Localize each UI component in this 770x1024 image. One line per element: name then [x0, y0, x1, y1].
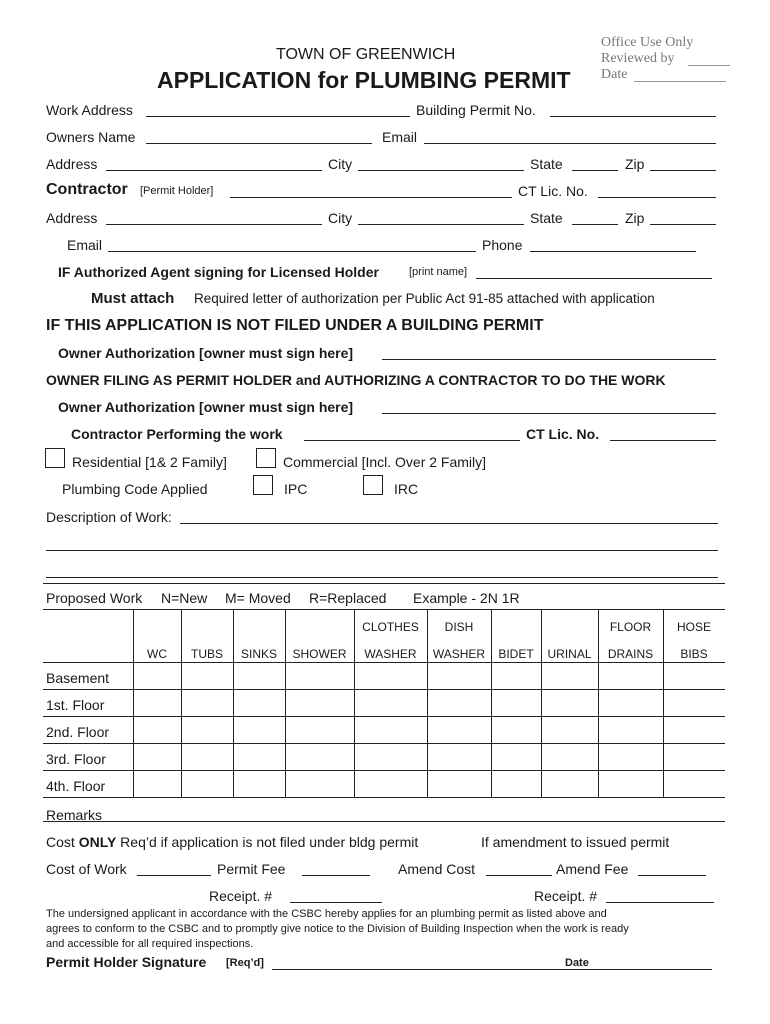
office-date: Date	[601, 67, 628, 82]
declaration-line-2: agrees to conform to the CSBC and to promptly give notice to the Division of Building Inspection when the work is ready	[46, 923, 629, 935]
amend-cost-label: Amend Cost	[398, 861, 476, 877]
contractor-email-label: Email	[67, 237, 103, 253]
table-cell[interactable]	[134, 744, 180, 769]
contractor-state-label: State	[530, 210, 563, 226]
table-row-label: 2nd. Floor	[46, 724, 110, 740]
building-permit-field[interactable]	[550, 116, 716, 117]
contractor-label: Contractor	[46, 181, 128, 198]
section-not-under-permit-heading: IF THIS APPLICATION IS NOT FILED UNDER A BUILDING PERMIT	[46, 317, 544, 334]
table-cell[interactable]	[428, 744, 490, 769]
receipt-field-2[interactable]	[606, 902, 714, 903]
table-cell[interactable]	[182, 744, 232, 769]
table-cell[interactable]	[286, 717, 353, 742]
contractor-phone-label: Phone	[482, 237, 523, 253]
signature-date-label: Date	[565, 957, 589, 969]
table-cell[interactable]	[428, 717, 490, 742]
table-cell[interactable]	[599, 744, 662, 769]
proposed-work-label: Proposed Work	[46, 590, 143, 606]
table-header-bottom: BIBS	[680, 647, 708, 661]
commercial-checkbox[interactable]	[256, 448, 276, 468]
table-cell[interactable]	[542, 690, 597, 715]
plumbing-code-label: Plumbing Code Applied	[62, 481, 208, 497]
owner-zip-label: Zip	[625, 156, 645, 172]
contractor-email-field[interactable]	[108, 251, 476, 252]
agent-print-name-label: [print name]	[409, 266, 468, 278]
page-title: APPLICATION for PLUMBING PERMIT	[157, 67, 571, 93]
table-cell[interactable]	[664, 663, 724, 688]
table-row-label: 3rd. Floor	[46, 751, 106, 767]
table-header-bottom: SHOWER	[292, 647, 347, 661]
table-row-border	[43, 797, 725, 798]
work-address-field[interactable]	[146, 116, 410, 117]
owners-name-label: Owners Name	[46, 129, 136, 145]
table-cell[interactable]	[355, 771, 426, 796]
permit-fee-label: Permit Fee	[217, 861, 286, 877]
receipt-label-1: Receipt. #	[209, 888, 273, 904]
residential-label: Residential [1& 2 Family]	[72, 454, 227, 470]
table-cell[interactable]	[355, 690, 426, 715]
contractor-address-label: Address	[46, 210, 98, 226]
table-header-top: CLOTHES	[362, 620, 419, 634]
table-row-label: 1st. Floor	[46, 697, 105, 713]
must-attach-label: Must attach	[91, 290, 175, 307]
work-address-label: Work Address	[46, 102, 133, 118]
table-cell[interactable]	[182, 663, 232, 688]
amend-cost-field[interactable]	[486, 875, 552, 876]
table-cell[interactable]	[428, 663, 490, 688]
ipc-label: IPC	[284, 481, 308, 497]
table-cell[interactable]	[428, 771, 490, 796]
table-cell[interactable]	[134, 717, 180, 742]
description-line-2[interactable]	[46, 550, 718, 551]
contractor-city-label: City	[328, 210, 353, 226]
table-cell[interactable]	[599, 663, 662, 688]
owner-city-label: City	[328, 156, 353, 172]
must-attach-text: Required letter of authorization per Public Act 91-85 attached with application	[194, 291, 655, 306]
receipt-field-1[interactable]	[290, 902, 382, 903]
cost-of-work-field[interactable]	[137, 875, 211, 876]
table-header-bottom: BIDET	[498, 647, 534, 661]
table-cell[interactable]	[492, 717, 540, 742]
irc-label: IRC	[394, 481, 419, 497]
table-header-top: HOSE	[676, 620, 711, 634]
contractor-performing-field[interactable]	[304, 440, 520, 441]
table-cell[interactable]	[492, 663, 540, 688]
contractor-zip-field[interactable]	[650, 224, 716, 225]
table-cell[interactable]	[234, 771, 284, 796]
declaration-line-3: and accessible for all required inspections.	[46, 938, 254, 950]
table-header-bottom: SINKS	[240, 647, 277, 661]
table-cell[interactable]	[286, 690, 353, 715]
remarks-line[interactable]	[43, 821, 725, 822]
ipc-checkbox[interactable]	[253, 475, 273, 495]
signature-reqd-label: [Req’d]	[226, 957, 264, 969]
table-header-top: DISH	[444, 620, 474, 634]
cost-only-note: Cost ONLY Req’d if application is not filed under bldg permit	[46, 834, 419, 850]
table-row-label: Basement	[46, 670, 110, 686]
table-cell[interactable]	[182, 771, 232, 796]
permit-fee-field[interactable]	[302, 875, 370, 876]
table-header-bottom: DRAINS	[607, 647, 654, 661]
table-cell[interactable]	[492, 690, 540, 715]
contractor-city-field[interactable]	[358, 224, 524, 225]
building-permit-label: Building Permit No.	[416, 102, 536, 118]
section-owner-filing-heading: OWNER FILING AS PERMIT HOLDER and AUTHORIZING A CONTRACTOR TO DO THE WORK	[46, 372, 666, 388]
table-header-bottom: WASHER	[432, 647, 486, 661]
contractor-ct-lic-field[interactable]	[598, 197, 716, 198]
declaration-line-1: The undersigned applicant in accordance with the CSBC hereby applies for an plumbing permit as listed above and	[46, 908, 607, 920]
signature-field[interactable]	[272, 969, 712, 970]
table-cell[interactable]	[542, 717, 597, 742]
table-cell[interactable]	[286, 744, 353, 769]
town-name: TOWN OF GREENWICH	[276, 46, 456, 63]
description-label: Description of Work:	[46, 509, 172, 525]
owner-email-label: Email	[382, 129, 418, 145]
table-cell[interactable]	[492, 744, 540, 769]
table-header-bottom: TUBS	[190, 647, 223, 661]
description-line-1[interactable]	[180, 523, 718, 524]
table-cell[interactable]	[134, 771, 180, 796]
table-cell[interactable]	[599, 771, 662, 796]
owners-name-field[interactable]	[146, 143, 372, 144]
amend-fee-label: Amend Fee	[556, 861, 629, 877]
commercial-label: Commercial [Incl. Over 2 Family]	[283, 454, 487, 470]
agent-label: IF Authorized Agent signing for Licensed Holder	[58, 264, 379, 280]
table-cell[interactable]	[355, 663, 426, 688]
contractor-performing-label: Contractor Performing the work	[71, 426, 283, 442]
owner-authorization-label-2: Owner Authorization [owner must sign here]	[58, 399, 354, 415]
amendment-note: If amendment to issued permit	[481, 834, 670, 850]
table-cell[interactable]	[542, 771, 597, 796]
table-header-bottom: WASHER	[364, 647, 417, 661]
table-header-bottom: URINAL	[547, 647, 592, 661]
irc-checkbox[interactable]	[363, 475, 383, 495]
description-line-3[interactable]	[46, 577, 718, 578]
legend-moved: M= Moved	[225, 590, 291, 606]
office-reviewed-by: Reviewed by	[601, 51, 675, 66]
owner-signature-field-1[interactable]	[382, 359, 716, 360]
residential-checkbox[interactable]	[45, 448, 65, 468]
table-cell[interactable]	[134, 663, 180, 688]
contractor-performing-ct-lic-field[interactable]	[610, 440, 716, 441]
table-cell[interactable]	[428, 690, 490, 715]
contractor-address-field[interactable]	[106, 224, 322, 225]
cost-of-work-label: Cost of Work	[46, 861, 127, 877]
office-use-title: Office Use Only	[601, 35, 694, 50]
owner-state-label: State	[530, 156, 563, 172]
remarks-label: Remarks	[46, 807, 103, 823]
receipt-label-2: Receipt. #	[534, 888, 598, 904]
table-cell[interactable]	[234, 690, 284, 715]
table-cell[interactable]	[599, 717, 662, 742]
table-cell[interactable]	[182, 690, 232, 715]
legend-replaced: R=Replaced	[309, 590, 387, 606]
table-cell[interactable]	[664, 771, 724, 796]
owner-email-field[interactable]	[424, 143, 716, 144]
table-header-bottom: WC	[147, 647, 167, 661]
contractor-field[interactable]	[230, 197, 512, 198]
table-cell[interactable]	[664, 690, 724, 715]
table-cell[interactable]	[599, 690, 662, 715]
contractor-zip-label: Zip	[625, 210, 645, 226]
table-cell[interactable]	[542, 663, 597, 688]
contractor-ct-lic-label: CT Lic. No.	[518, 183, 588, 199]
table-row-label: 4th. Floor	[46, 778, 106, 794]
table-cell[interactable]	[664, 717, 724, 742]
owner-address-field[interactable]	[106, 170, 322, 171]
contractor-performing-ct-lic-label: CT Lic. No.	[526, 426, 600, 442]
contractor-state-field[interactable]	[572, 224, 618, 225]
agent-name-field[interactable]	[476, 278, 712, 279]
table-header-top: FLOOR	[609, 620, 652, 634]
table-cell[interactable]	[664, 744, 724, 769]
table-cell[interactable]	[234, 717, 284, 742]
table-cell[interactable]	[355, 717, 426, 742]
table-cell[interactable]	[492, 771, 540, 796]
table-cell[interactable]	[286, 771, 353, 796]
owner-signature-field-2[interactable]	[382, 413, 716, 414]
table-cell[interactable]	[286, 663, 353, 688]
owner-state-field[interactable]	[572, 170, 618, 171]
table-cell[interactable]	[134, 690, 180, 715]
legend-new: N=New	[161, 590, 208, 606]
table-cell[interactable]	[182, 717, 232, 742]
legend-example: Example - 2N 1R	[413, 590, 520, 606]
owner-authorization-label-1: Owner Authorization [owner must sign here]	[58, 345, 354, 361]
owner-zip-field[interactable]	[650, 170, 716, 171]
owner-address-label: Address	[46, 156, 98, 172]
table-cell[interactable]	[234, 744, 284, 769]
table-top-border	[43, 609, 725, 610]
permit-holder-label: [Permit Holder]	[140, 185, 214, 197]
table-cell[interactable]	[355, 744, 426, 769]
amend-fee-field[interactable]	[638, 875, 706, 876]
table-cell[interactable]	[542, 744, 597, 769]
contractor-phone-field[interactable]	[530, 251, 696, 252]
signature-label: Permit Holder Signature	[46, 954, 207, 970]
table-cell[interactable]	[234, 663, 284, 688]
owner-city-field[interactable]	[358, 170, 524, 171]
